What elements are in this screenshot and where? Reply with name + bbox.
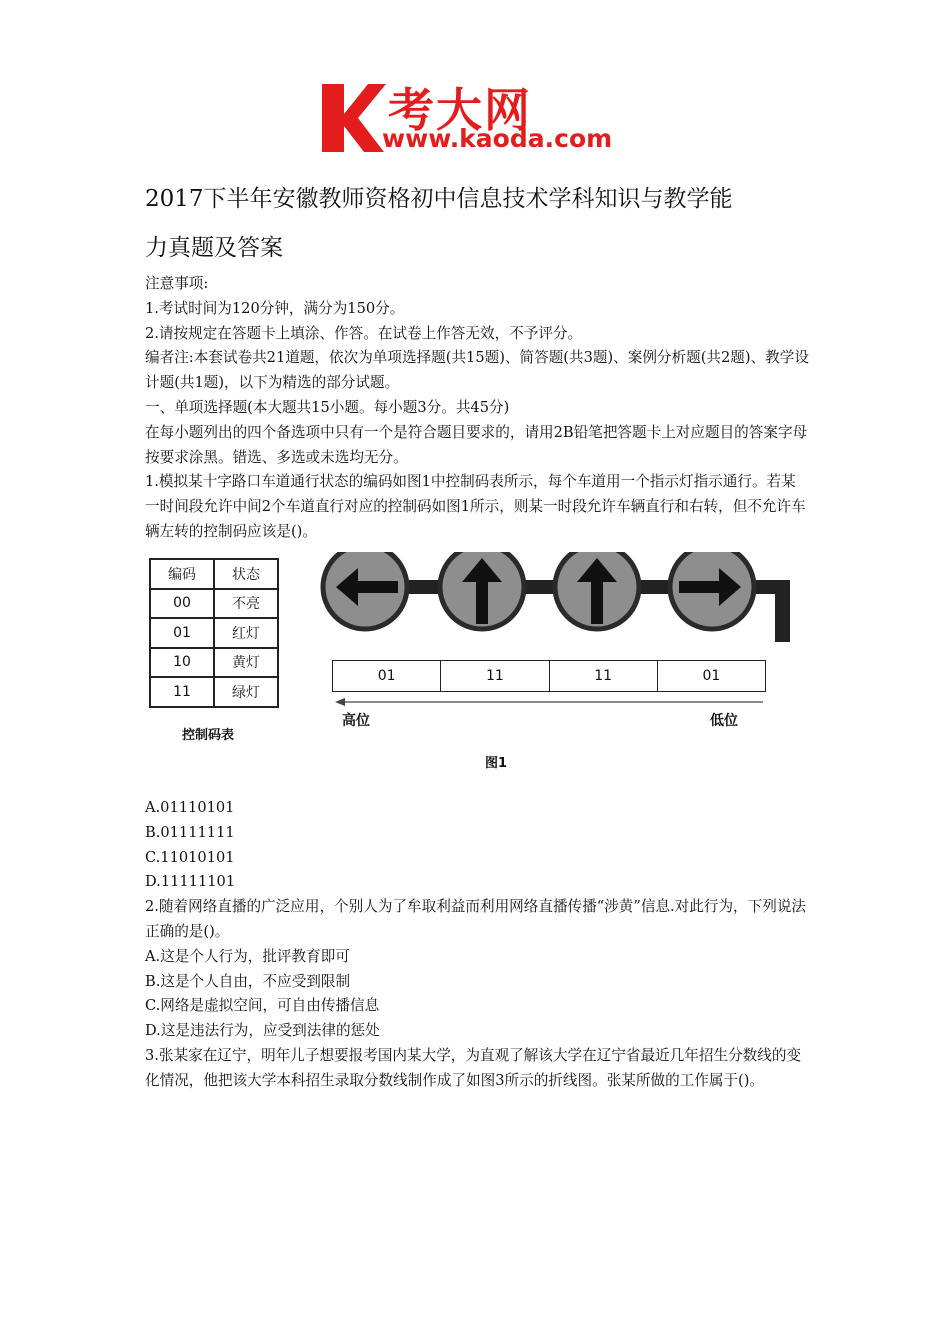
light-bar-post <box>775 580 790 642</box>
notice-item-2: 2.请按规定在答题卡上填涂、作答。在试卷上作答无效，不予评分。 <box>145 324 583 342</box>
arrow-right-icon <box>670 552 754 629</box>
q2-option-b: B.这是个人自由，不应受到限制 <box>145 972 351 990</box>
table-cell: 11 <box>150 677 214 707</box>
section-instructions: 在每小题列出的四个备选项中只有一个是符合题目要求的，请用2B铅笔把答题卡上对应题目的答案字母按要求涂黑。错选、多选或未选均无分。 <box>145 423 808 466</box>
table-cell: 不亮 <box>214 589 278 619</box>
q2-option-d: D.这是违法行为，应受到法律的惩处 <box>145 1022 380 1040</box>
q1-option-d: D.11111101 <box>145 873 236 891</box>
table-header: 编码 <box>150 559 214 589</box>
code-cell: 11 <box>550 661 658 691</box>
traffic-lights <box>320 552 810 647</box>
notice-heading: 注意事项: <box>145 275 209 292</box>
code-cell: 01 <box>702 668 721 684</box>
page-title-line-1: 2017下半年安徽教师资格初中信息技术学科知识与教学能 <box>145 186 733 212</box>
table-caption: 控制码表 <box>182 728 235 743</box>
q1-option-b: B.01111111 <box>145 823 235 841</box>
table-cell: 01 <box>150 618 214 648</box>
table-cell: 黄灯 <box>214 648 278 678</box>
q1-option-a: A.01110101 <box>145 799 235 816</box>
question-1: 1.模拟某十字路口车道通行状态的编码如图1中控制码表所示，每个车道用一个指示灯指示通行。若某一时间段允许中间2个车道直行对应的控制码如图1所示，则某一时段允许车辆直行和右转，但不允许车辆左转的控制码应该是()。 <box>145 473 806 540</box>
logo-brand-text: 考大网 <box>388 83 532 137</box>
table-row <box>150 618 278 648</box>
table-row <box>150 677 278 707</box>
table-header: 状态 <box>214 559 278 589</box>
q2-option-c: C.网络是虚拟空间，可自由传播信息 <box>145 997 380 1015</box>
high-bit-label: 高位 <box>342 713 370 729</box>
table-row <box>150 648 278 678</box>
editor-note: 编者注:本套试卷共21道题，依次为单项选择题(共15题)、简答题(共3题)、案例分析题(共2题)、教学设计题(共1题)，以下为精选的部分试题。 <box>145 349 809 392</box>
page-title-line-2: 力真题及答案 <box>145 235 283 261</box>
table-cell: 10 <box>150 648 214 678</box>
table-cell: 红灯 <box>214 618 278 648</box>
kaoda-logo <box>318 80 638 160</box>
code-cell: 11 <box>441 661 549 691</box>
question-2: 2.随着网络直播的广泛应用，个别人为了牟取利益而利用网络直播传播“涉黄”信息.对此行为，下列说法正确的是()。 <box>145 898 807 940</box>
figure-1 <box>140 552 810 777</box>
table-cell: 绿灯 <box>214 677 278 707</box>
q1-option-c: C.11010101 <box>145 848 235 866</box>
table-row <box>150 589 278 619</box>
direction-arrow-icon <box>335 696 765 708</box>
control-code-strip <box>332 660 766 692</box>
code-cell: 01 <box>333 661 441 691</box>
low-bit-label: 低位 <box>710 713 738 729</box>
logo-url: www.kaoda.com <box>382 124 613 153</box>
table-cell: 00 <box>150 589 214 619</box>
figure-caption: 图1 <box>485 756 508 771</box>
q2-option-a: A.这是个人行为，批评教育即可 <box>145 947 350 965</box>
logo-k-mark-icon <box>318 80 388 155</box>
table-header-row <box>150 559 278 589</box>
options-section <box>145 796 810 1094</box>
question-3: 3.张某家在辽宁，明年儿子想要报考国内某大学，为直观了解该大学在辽宁省最近几年招生分数线的变化情况，他把该大学本科招生录取分数线制作成了如图3所示的折线图。张某所做的工作属于()。 <box>145 1046 802 1089</box>
intro-section <box>145 272 810 545</box>
arrow-left-icon <box>323 552 407 629</box>
control-code-table <box>149 558 279 708</box>
section-heading: 一、单项选择题(本大题共15小题。每小题3分。共45分) <box>145 398 510 416</box>
notice-item-1: 1.考试时间为120分钟，满分为150分。 <box>145 299 405 317</box>
arrow-up-icon <box>440 552 524 629</box>
arrow-up-icon <box>555 552 639 629</box>
